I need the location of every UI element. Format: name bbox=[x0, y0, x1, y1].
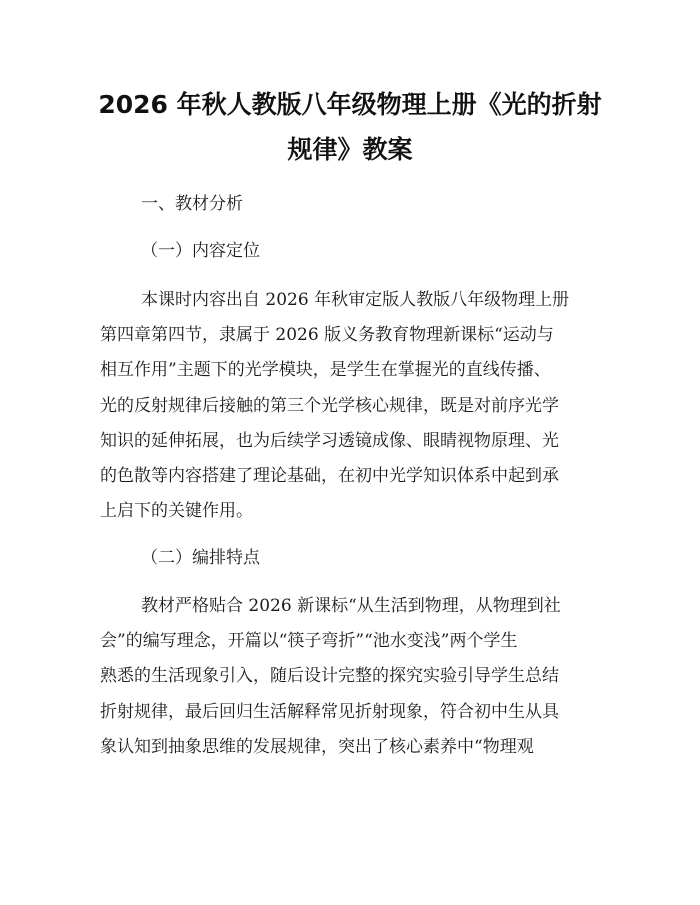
document-title-line-1: 2026 年秋人教版八年级物理上册《光的折射 bbox=[98, 90, 602, 119]
section-heading-textbook-analysis: 一、教材分析 bbox=[141, 194, 243, 214]
paragraph-line: 本课时内容出自 2026 年秋审定版人教版八年级物理上册 bbox=[141, 290, 570, 310]
paragraph-line: 相互作用”主题下的光学模块，是学生在掌握光的直线传播、 bbox=[100, 360, 551, 380]
subsection-heading-content-positioning: （一）内容定位 bbox=[141, 241, 260, 261]
paragraph-line: 的色散等内容搭建了理论基础，在初中光学知识体系中起到承 bbox=[100, 466, 559, 486]
paragraph-line: 熟悉的生活现象引入，随后设计完整的探究实验引导学生总结 bbox=[100, 666, 559, 686]
paragraph-line: 象认知到抽象思维的发展规律，突出了核心素养中“物理观 bbox=[100, 737, 534, 757]
paragraph-line: 教材严格贴合 2026 新课标“从生活到物理，从物理到社 bbox=[141, 596, 561, 616]
paragraph-line: 上启下的关键作用。 bbox=[100, 501, 253, 521]
paragraph-line: 知识的延伸拓展，也为后续学习透镜成像、眼睛视物原理、光 bbox=[100, 431, 559, 451]
document-title-line-2: 规律》教案 bbox=[287, 135, 413, 164]
paragraph-line: 第四章第四节，隶属于 2026 版义务教育物理新课标“运动与 bbox=[100, 325, 554, 345]
subsection-heading-layout-features: （二）编排特点 bbox=[141, 548, 260, 568]
paragraph-line: 光的反射规律后接触的第三个光学核心规律，既是对前序光学 bbox=[100, 396, 559, 416]
paragraph-line: 折射规律，最后回归生活解释常见折射现象，符合初中生从具 bbox=[100, 702, 559, 722]
paragraph-line: 会”的编写理念，开篇以“筷子弯折”“池水变浅”两个学生 bbox=[100, 631, 518, 651]
